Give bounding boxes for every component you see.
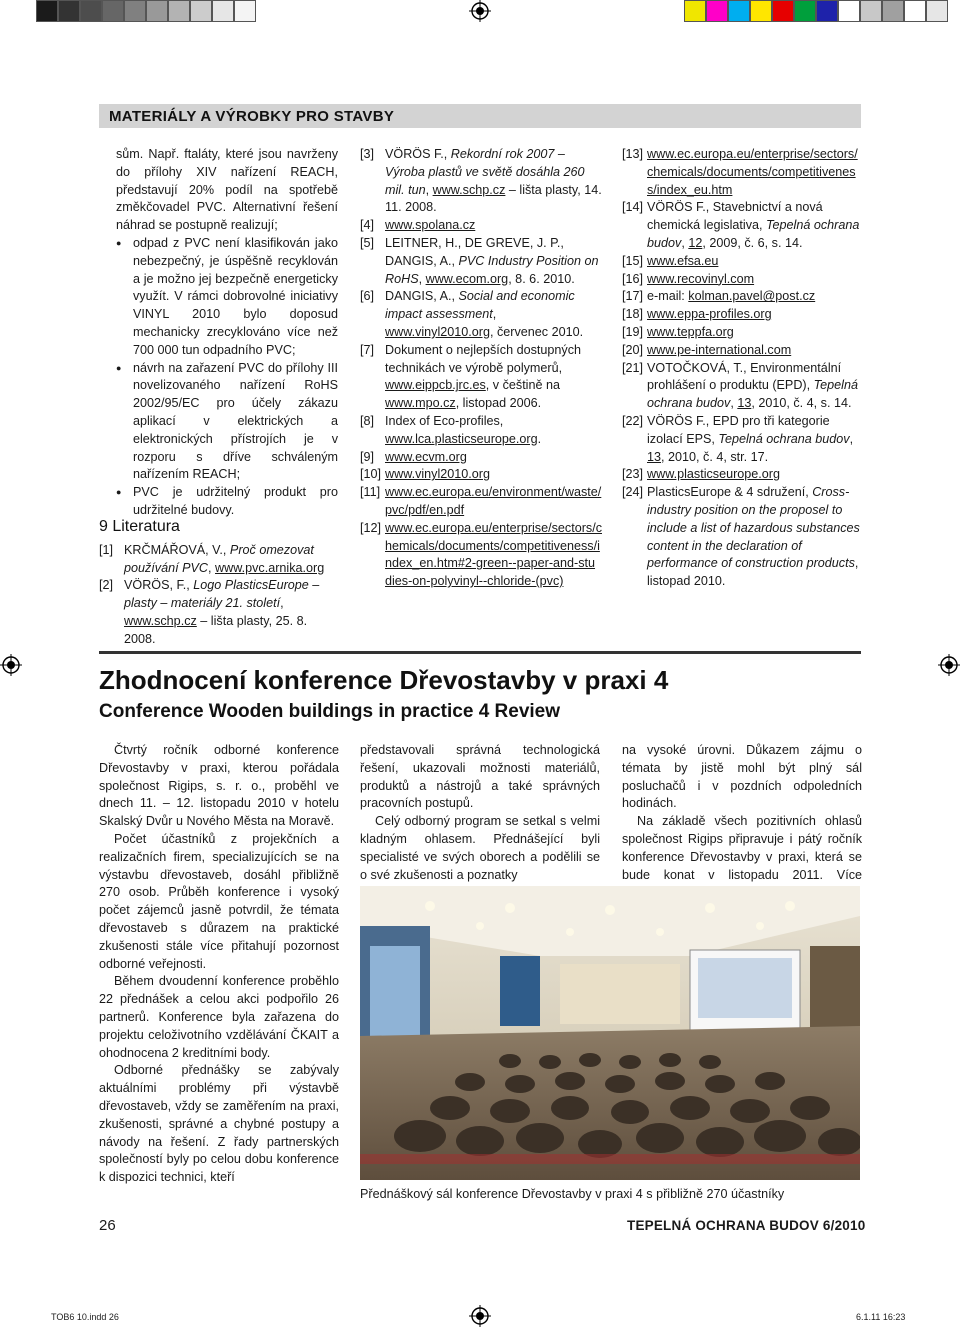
ref-author: KRČMÁŘOVÁ, V.,	[124, 542, 230, 557]
ref-title: PVC Industry Position on RoHS	[385, 253, 599, 286]
article-column-2	[360, 742, 600, 884]
ref-sep: ,	[730, 396, 738, 411]
reference-item	[360, 484, 602, 520]
ref-number: [2]	[99, 578, 114, 593]
ref-title: Tepelná ochrana budov	[718, 431, 850, 446]
ref-number: [16]	[622, 271, 644, 286]
ref-rest: .	[537, 431, 542, 446]
reference-item	[360, 146, 602, 217]
reference-item	[360, 235, 602, 288]
reference-item	[622, 324, 862, 342]
ref-link[interactable]: www.mpo.cz	[385, 396, 456, 411]
swatch	[58, 0, 80, 22]
ref-author: PlasticsEurope & 4 sdružení,	[647, 485, 813, 500]
ref-author: VÖRÖS F., EPD pro tři kategorie izolací EPS,	[647, 413, 830, 446]
ref-link[interactable]: www.schp.cz	[432, 182, 506, 197]
ref-number: [23]	[622, 467, 644, 482]
reference-item	[360, 288, 602, 341]
ref-rest: , červenec 2010.	[490, 324, 584, 339]
paragraph: představovali správná technologická řešení, ukazovali možnosti materiálů, produktů a nástrojů a také správných pracovních postupů.	[360, 743, 600, 811]
journal-name: TEPELNÁ OCHRANA BUDOV 6/2010	[627, 1218, 866, 1233]
ref-volume: 13	[647, 449, 662, 464]
swatch	[772, 0, 794, 22]
paragraph: Odborné přednášky se zabývaly aktuálními problémy při výstavbě dřevostaveb, vždy se zaměřením na praxi, zkušenosti, správné a chybné postupy a návody na řešení. Z řady partnerských společností byly po celou dobu konference k dispozici technici, kteří	[99, 1063, 339, 1185]
swatch	[904, 0, 926, 22]
conference-hall-photo	[360, 886, 860, 1180]
ref-link[interactable]: www.lca.plasticseurope.org	[385, 431, 538, 446]
ref-sep: ,	[425, 182, 433, 197]
bullet-item: ● odpad z PVC není klasifikován jako nebezpečný, je úspěšně recyklován a je možno jej bezpečně energeticky využít. V rámci dobrovolné iniciativy VINYL 2010 bylo doposud mechanicky zrecyklováno více než 700 000 tun odpadního PVC;	[116, 235, 338, 360]
ref-rest: – lišta plasty, 25. 8. 2008.	[124, 613, 308, 646]
reference-item	[622, 360, 862, 413]
registration-mark-icon	[0, 654, 22, 676]
swatch	[684, 0, 706, 22]
reference-item	[360, 413, 602, 449]
ref-author: Index of Eco-profiles,	[385, 413, 504, 428]
ref-number: [13]	[622, 147, 644, 161]
swatch	[926, 0, 948, 22]
ref-rest: , 2009, č. 6, s. 14.	[702, 235, 803, 250]
ref-title: Logo PlasticsEurope – plasty – materiály 21. století	[124, 578, 320, 611]
swatch	[794, 0, 816, 22]
ref-link[interactable]: kolman.pavel@post.cz	[688, 289, 816, 304]
ref-rest: – lišta plasty, 14. 11. 2008.	[385, 182, 602, 215]
ref-sep: ,	[849, 431, 854, 446]
ref-author: VOTOČKOVÁ, T., Environmentální prohlášení o produktu (EPD),	[647, 360, 842, 393]
reference-item	[360, 520, 602, 591]
reference-item	[360, 466, 602, 484]
ref-number: [9]	[360, 449, 375, 464]
ref-link[interactable]: www.eppa-profiles.org	[647, 307, 772, 322]
ref-link[interactable]: www.spolana.cz	[385, 218, 476, 233]
registration-mark-icon	[469, 0, 491, 22]
paragraph: na vysoké úrovni. Důkazem zájmu o témata by jistě mohl být plný sál posluchačů i v pozdních odpoledních hodinách.	[622, 743, 862, 811]
article-column-3	[622, 742, 862, 902]
ref-link[interactable]: www.teppfa.org	[647, 324, 734, 339]
paragraph-text: Na základě všech pozitivních ohlasů společnost Rigips připravuje i pátý ročník konference Dřevostavby v praxi, která se bude konat v listopadu 2011. Více	[622, 814, 862, 882]
ref-author: e-mail:	[647, 289, 689, 304]
ref-title: Proč omezovat používání PVC	[124, 542, 314, 575]
ref-volume: 13	[737, 396, 752, 411]
ref-link[interactable]: www.pvc.arnika.org	[215, 560, 325, 575]
ref-title: Tepelná ochrana budov	[647, 218, 860, 250]
ref-rest: , listopad 2006.	[455, 396, 542, 411]
swatch	[234, 0, 256, 22]
reference-item	[622, 271, 862, 289]
ref-number: [14]	[622, 200, 644, 215]
ref-number: [11]	[360, 485, 381, 500]
literature-section	[99, 518, 339, 649]
column-2	[360, 146, 602, 591]
ref-author: VÖRÖS, F.,	[124, 578, 194, 593]
swatch	[146, 0, 168, 22]
ref-rest: , 2010, č. 4, str. 17.	[661, 449, 769, 464]
ref-title: Tepelná ochrana budov	[647, 378, 858, 411]
ref-rest: , listopad 2010.	[647, 556, 859, 589]
ref-link[interactable]: www.efsa.eu	[647, 253, 719, 268]
article-subtitle: Conference Wooden buildings in practice 4 Review	[99, 701, 561, 722]
reference-item	[622, 342, 862, 360]
section-title: MATERIÁLY A VÝROBKY PRO STAVBY	[109, 108, 395, 125]
ref-number: [21]	[622, 360, 644, 375]
reference-item	[622, 466, 862, 484]
ref-number: [10]	[360, 467, 382, 482]
ref-link[interactable]: www.ecvm.org	[385, 449, 467, 464]
ref-title: Cross-industry position on the proposel to include a list of hazardous substances content in the declaration of performance of construction products	[647, 485, 860, 571]
reference-item	[360, 449, 602, 467]
ref-link[interactable]: www.plasticseurope.org	[647, 467, 780, 482]
swatch	[190, 0, 212, 22]
ref-link[interactable]: www.eippcb.jrc.es	[385, 378, 486, 393]
swatch	[882, 0, 904, 22]
swatch	[750, 0, 772, 22]
swatch	[80, 0, 102, 22]
ref-author: VÖRÖS F., Stavebnictví a nová chemická legislativa,	[647, 200, 823, 233]
swatch	[36, 0, 58, 22]
swatch	[168, 0, 190, 22]
reference-item	[622, 199, 862, 252]
swatch	[838, 0, 860, 22]
ref-author: LEITNER, H., DE GREVE, J. P., DANGIS, A.,	[385, 235, 564, 268]
swatch	[102, 0, 124, 22]
ref-sep: ,	[681, 235, 689, 250]
reference-item	[622, 146, 862, 199]
reference-item	[622, 306, 862, 324]
page-number: 26	[99, 1217, 116, 1234]
reference-item	[622, 484, 862, 591]
ref-rest: , 2010, č. 4, s. 14.	[751, 396, 852, 411]
registration-mark-icon	[938, 654, 960, 676]
print-slug-date: 6.1.11 16:23	[856, 1312, 906, 1322]
article-divider	[99, 651, 861, 654]
article-title: Zhodnocení konference Dřevostavby v praxi 4	[99, 665, 669, 695]
reference-item	[622, 288, 862, 306]
ref-author: DANGIS, A.,	[385, 289, 459, 304]
ref-number: [19]	[622, 324, 644, 339]
reference-item	[360, 217, 602, 235]
swatch	[212, 0, 234, 22]
reference-item	[360, 342, 602, 413]
reference-item	[99, 542, 339, 578]
ref-sep: ,	[208, 560, 216, 575]
ref-number: [15]	[622, 253, 644, 268]
article-column-1	[99, 742, 339, 1187]
ref-link[interactable]: www.pe-international.com	[647, 342, 792, 357]
ref-link[interactable]: www.ecom.org	[425, 271, 509, 286]
print-slug-file: TOB6 10.indd 26	[51, 1312, 119, 1322]
ref-author: VÖRÖS F.,	[385, 147, 451, 161]
ref-link[interactable]: www.vinyl2010.org	[385, 467, 490, 482]
paragraph: Během dvoudenní konference proběhlo 22 přednášek a celou akci podpořilo 26 partnerů. Konference byla zařazena do projektu celoživotního vzdělávání ČKAIT a ohodnocena 2 kreditními body.	[99, 974, 339, 1060]
color-bar-left	[36, 0, 256, 22]
ref-number: [20]	[622, 342, 644, 357]
ref-number: [6]	[360, 289, 375, 304]
bullet-item: ● PVC je udržitelný produkt pro udržitelné budovy.	[116, 484, 338, 520]
ref-sep: ,	[280, 596, 284, 611]
registration-mark-icon	[469, 1305, 491, 1327]
ref-link[interactable]: www.schp.cz	[124, 613, 197, 628]
ref-number: [22]	[622, 413, 644, 428]
paragraph: sům. Např. ftaláty, které jsou navrženy do přílohy XIV nařízení REACH, představují 20% podíl na spotřebě změkčovadel PVC. Alternativní řešení náhrad se postupně realizují;	[116, 147, 338, 233]
swatch	[706, 0, 728, 22]
swatch	[124, 0, 146, 22]
column-1	[116, 146, 338, 520]
reference-item	[622, 413, 862, 466]
ref-number: [4]	[360, 218, 375, 233]
photo-caption: Přednáškový sál konference Dřevostavby v praxi 4 s přibližně 270 účastníky	[360, 1187, 785, 1201]
paragraph: Počet účastníků z projekčních a realizačních firem, specializujících se na výstavbu dřevostaveb, dosáhl přibližně 270 osob. Průběh konference i vysoký počet zájemců jasně potvrdil, že témata dřevostaveb s důrazem na praktické zkušenosti stále více přitahují pozornost odborné veřejnosti.	[99, 831, 339, 971]
reference-item	[622, 253, 862, 271]
ref-number: [8]	[360, 413, 375, 428]
swatch	[728, 0, 750, 22]
paragraph: Čtvrtý ročník odborné konference Dřevostavby v praxi, kterou pořádala společnost Rigips, s. r. o., proběhl ve dnech 11. – 12. listopadu 2010 v hotelu Skalský Dvůr u Nového Města na Moravě.	[99, 743, 339, 829]
ref-number: [12]	[360, 520, 382, 535]
section-header	[99, 104, 861, 128]
swatch	[816, 0, 838, 22]
ref-number: [3]	[360, 147, 375, 161]
ref-number: [5]	[360, 235, 375, 250]
ref-link[interactable]: www.ec.europa.eu/enterprise/sectors/chemicals/documents/competitiveness/index_eu.htm	[647, 147, 858, 197]
ref-author: Dokument o nejlepších dostupných technikách ve výrobě polymerů,	[385, 342, 582, 375]
swatch	[860, 0, 882, 22]
color-bar-right	[684, 0, 948, 22]
ref-number: [18]	[622, 307, 644, 322]
ref-link[interactable]: www.vinyl2010.org	[385, 324, 490, 339]
ref-number: [1]	[99, 542, 114, 557]
ref-link[interactable]: www.recovinyl.com	[647, 271, 755, 286]
ref-number: [24]	[622, 485, 644, 500]
ref-number: [17]	[622, 289, 644, 304]
ref-link[interactable]: www.ec.europa.eu/environment/waste/pvc/pdf/en.pdf	[385, 485, 602, 517]
reference-item	[99, 577, 339, 648]
ref-link[interactable]: www.ec.europa.eu/enterprise/sectors/chemicals/documents/competitiveness/index_en.htm#2-green--paper-and-studies-on-polyvinyl--chloride-(pvc)	[385, 520, 602, 589]
ref-rest: , 8. 6. 2010.	[508, 271, 575, 286]
ref-title: Rekordní rok 2007 – Výroba plastů ve světě dosáhla 260 mil. tun	[385, 147, 585, 197]
ref-sep: ,	[418, 271, 426, 286]
bullet-item: ● návrh na zařazení PVC do přílohy III novelizovaného nařízení RoHS 2002/95/EC pro účely zákazu aplikací v elektrických a elektronických přístrojích je v rozporu s dříve schváleným nařízením REACH;	[116, 360, 338, 485]
ref-number: [7]	[360, 342, 375, 357]
ref-volume: 12	[688, 235, 703, 250]
paragraph: Celý odborný program se setkal s velmi kladným ohlasem. Přednášející byli specialisté ve svých oborech a podělili se o své zkušenosti a poznatky	[360, 814, 600, 882]
ref-title: Social and economic impact assessment	[385, 289, 575, 322]
ref-sep: , v češtině na	[485, 378, 561, 393]
ref-sep: ,	[492, 307, 497, 322]
literature-heading: 9 Literatura	[99, 518, 180, 535]
column-3	[622, 146, 862, 591]
